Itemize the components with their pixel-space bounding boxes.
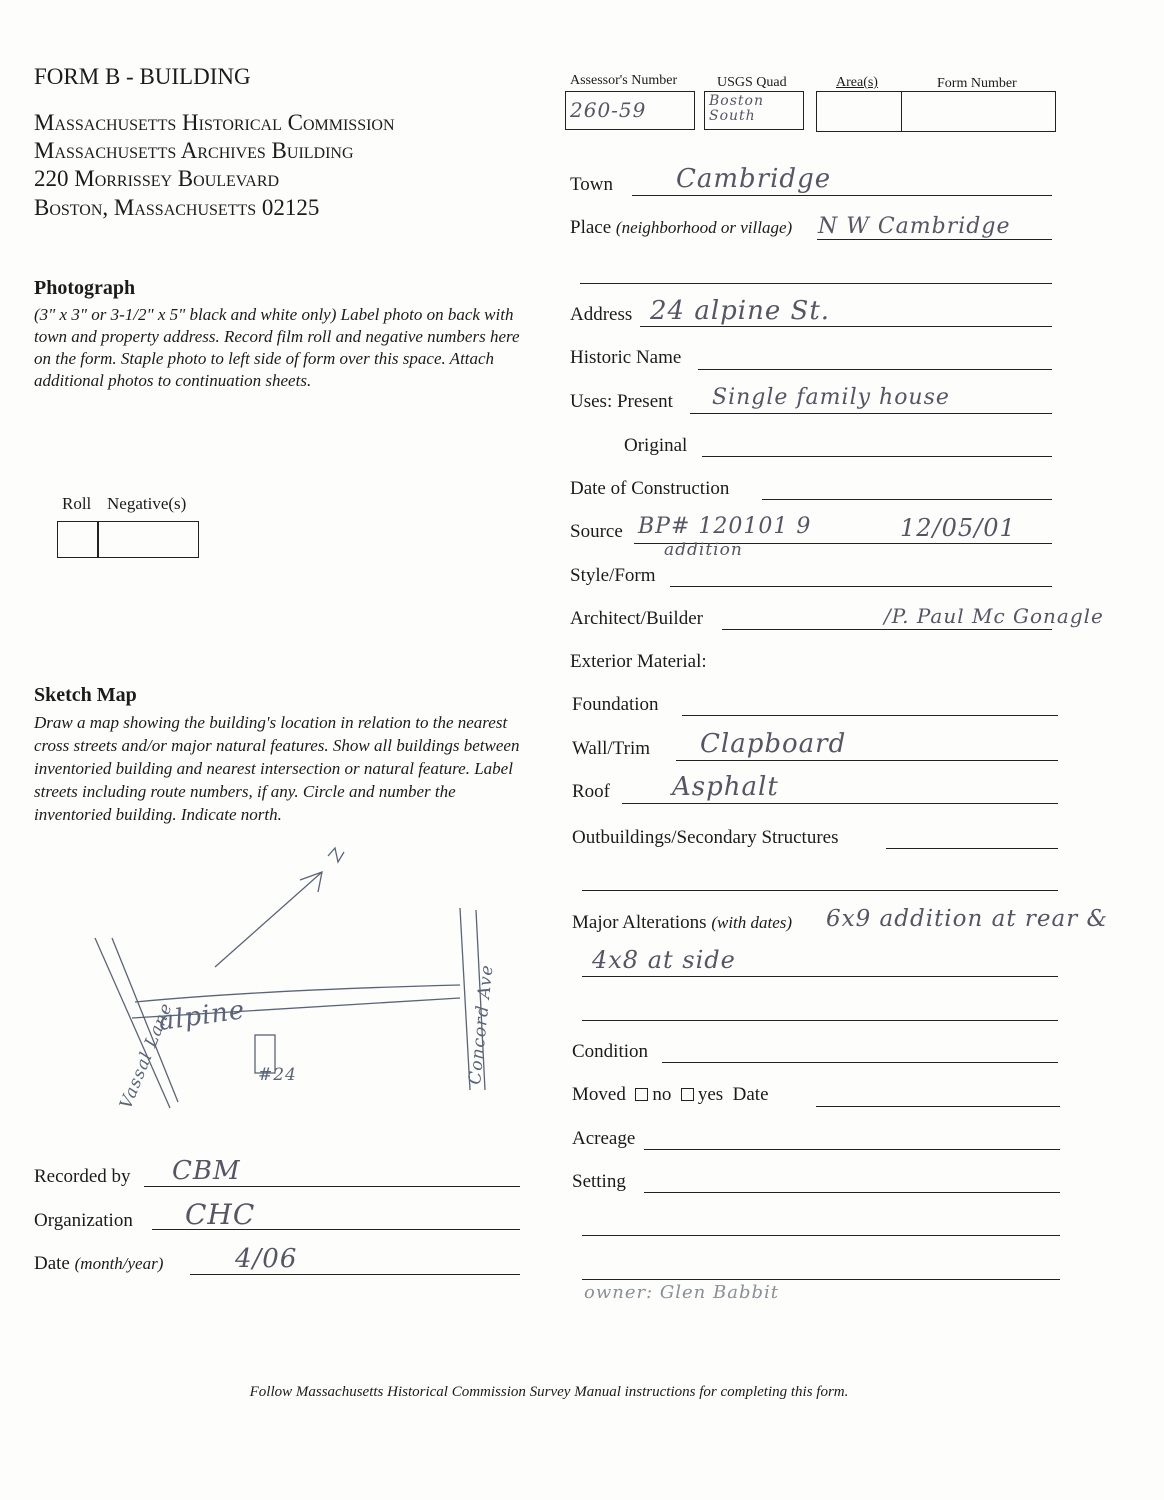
foundation-line[interactable] [682,715,1058,716]
roof-line [622,803,1058,804]
form-number-box[interactable] [901,91,1056,132]
outbuildings-label: Outbuildings/Secondary Structures [572,827,839,848]
major-alterations-label-text: Major Alterations [572,912,707,933]
major-alterations-label [572,912,792,934]
town-line [632,195,1052,196]
moved-label: Moved [572,1084,626,1105]
north-arrow-icon [215,872,322,967]
setting-line-2[interactable] [582,1235,1060,1236]
commission-name: Massachusetts Historical Commission [34,110,395,135]
form-title: FORM B - BUILDING [34,64,251,89]
major-alterations-value-2[interactable]: 4x8 at side [592,946,736,974]
place-line [817,239,1052,240]
address-line [640,326,1052,327]
negative-box[interactable] [97,521,199,558]
moved-yes-checkbox[interactable] [681,1088,694,1101]
setting-line[interactable] [644,1192,1060,1193]
street-address: 220 Morrissey Boulevard [34,166,280,191]
roof-value[interactable]: Asphalt [672,772,779,802]
date-label [34,1253,163,1275]
sketch-street-right: Concord Ave [465,963,498,1086]
major-alterations-line-3[interactable] [582,1020,1058,1021]
original-line[interactable] [702,456,1052,457]
recorded-by-line [144,1186,520,1187]
foundation-label: Foundation [572,694,659,715]
historic-name-label: Historic Name [570,347,682,368]
sketch-street-main: alpine [156,995,248,1037]
condition-line[interactable] [662,1062,1058,1063]
wall-trim-value[interactable]: Clapboard [700,729,847,759]
place-label [570,217,792,239]
setting-label: Setting [572,1171,626,1192]
sketch-map-instructions: Draw a map showing the building's location in relation to the nearest cross streets and/or major natural features. Show all buildings between inventoried building and nearest intersection or natural feature. Label streets including route numbers, if any. Circle and number the inventoried building. Indicate north. [34,713,520,824]
place-value[interactable]: N W Cambridge [818,214,1011,239]
usgs-quad-label: USGS Quad [717,75,787,90]
style-form-line[interactable] [670,586,1052,587]
date-construction-label: Date of Construction [570,478,730,499]
place-label-sub: (neighborhood or village) [615,218,793,237]
major-alterations-line-2 [582,976,1058,977]
archives-building: Massachusetts Archives Building [34,138,354,163]
date-label-sub: (month/year) [74,1254,164,1273]
uses-present-value[interactable]: Single family house [712,385,950,410]
moved-row [572,1084,769,1106]
condition-label: Condition [572,1041,649,1062]
sketch-map-heading: Sketch Map [34,684,137,706]
assessor-number-value: 260-59 [570,98,647,122]
uses-present-line [690,413,1052,414]
place-line-2 [580,283,1052,284]
footer-instructions: Follow Massachusetts Historical Commission Survey Manual instructions for completing this form. [249,1384,849,1400]
date-construction-line[interactable] [762,499,1052,500]
architect-value[interactable]: /P. Paul Mc Gonagle [884,604,1104,628]
wall-trim-label: Wall/Trim [572,738,651,759]
moved-no-checkbox[interactable] [635,1088,648,1101]
outbuildings-line-2[interactable] [582,890,1058,891]
original-label: Original [624,435,688,456]
owner-note: owner: Glen Babbit [584,1282,779,1303]
sketch-street-left: Vassal Lane [116,999,177,1112]
assessor-number-label: Assessor's Number [570,73,678,88]
outbuildings-line[interactable] [886,848,1058,849]
exterior-material-label: Exterior Material: [570,651,707,672]
negative-label: Negative(s) [107,494,187,513]
photograph-heading: Photograph [34,277,136,299]
moved-date-line[interactable] [816,1106,1060,1107]
setting-line-3 [582,1279,1060,1280]
acreage-label: Acreage [572,1128,636,1149]
moved-date-label: Date [732,1084,769,1105]
architect-line [722,629,1052,630]
roll-box[interactable] [57,521,99,558]
uses-present-label: Uses: Present [570,391,673,412]
organization-value[interactable]: CHC [185,1198,256,1231]
recorded-by-value[interactable]: CBM [172,1156,241,1186]
major-alterations-value-1[interactable]: 6x9 addition at rear & [826,906,1108,932]
sketch-building-number: #24 [258,1065,297,1085]
roll-label: Roll [62,494,92,513]
place-label-text: Place [570,217,612,238]
moved-no-label: no [652,1084,672,1105]
source-value[interactable]: BP# 120101 9 [638,514,812,539]
usgs-quad-box[interactable] [704,91,804,130]
town-label: Town [570,174,614,195]
major-alterations-label-sub: (with dates) [711,913,793,932]
address-value[interactable]: 24 alpine St. [650,296,831,326]
form-number-label: Form Number [937,76,1017,91]
recorded-by-label: Recorded by [34,1166,131,1187]
town-value[interactable]: Cambridge [676,164,832,194]
organization-label: Organization [34,1210,133,1231]
moved-yes-label: yes [697,1084,724,1105]
sketch-map-drawing [60,840,520,1130]
architect-label: Architect/Builder [570,608,703,629]
city-address: Boston, Massachusetts 02125 [34,195,320,220]
area-label: Area(s) [836,75,878,90]
wall-trim-line [676,760,1058,761]
date-value[interactable]: 4/06 [235,1244,298,1274]
area-box[interactable] [816,91,902,132]
style-form-label: Style/Form [570,565,656,586]
source-label: Source [570,521,623,542]
address-label: Address [570,304,633,325]
assessor-number-box[interactable] [565,91,695,130]
historic-name-line[interactable] [698,369,1052,370]
source-date[interactable]: 12/05/01 [900,514,1016,542]
photograph-instructions: (3" x 3" or 3-1/2" x 5" black and white only) Label photo on back with town and property address. Record film roll and negative numbers here on the form. Staple photo to left side of form over this space. Attach additional photos to continuation sheets. [34,305,520,390]
acreage-line[interactable] [644,1149,1060,1150]
source-note: addition [664,540,743,560]
date-line [190,1274,520,1275]
roof-label: Roof [572,781,610,802]
date-label-text: Date [34,1253,70,1274]
usgs-quad-value: Boston South [709,93,764,124]
